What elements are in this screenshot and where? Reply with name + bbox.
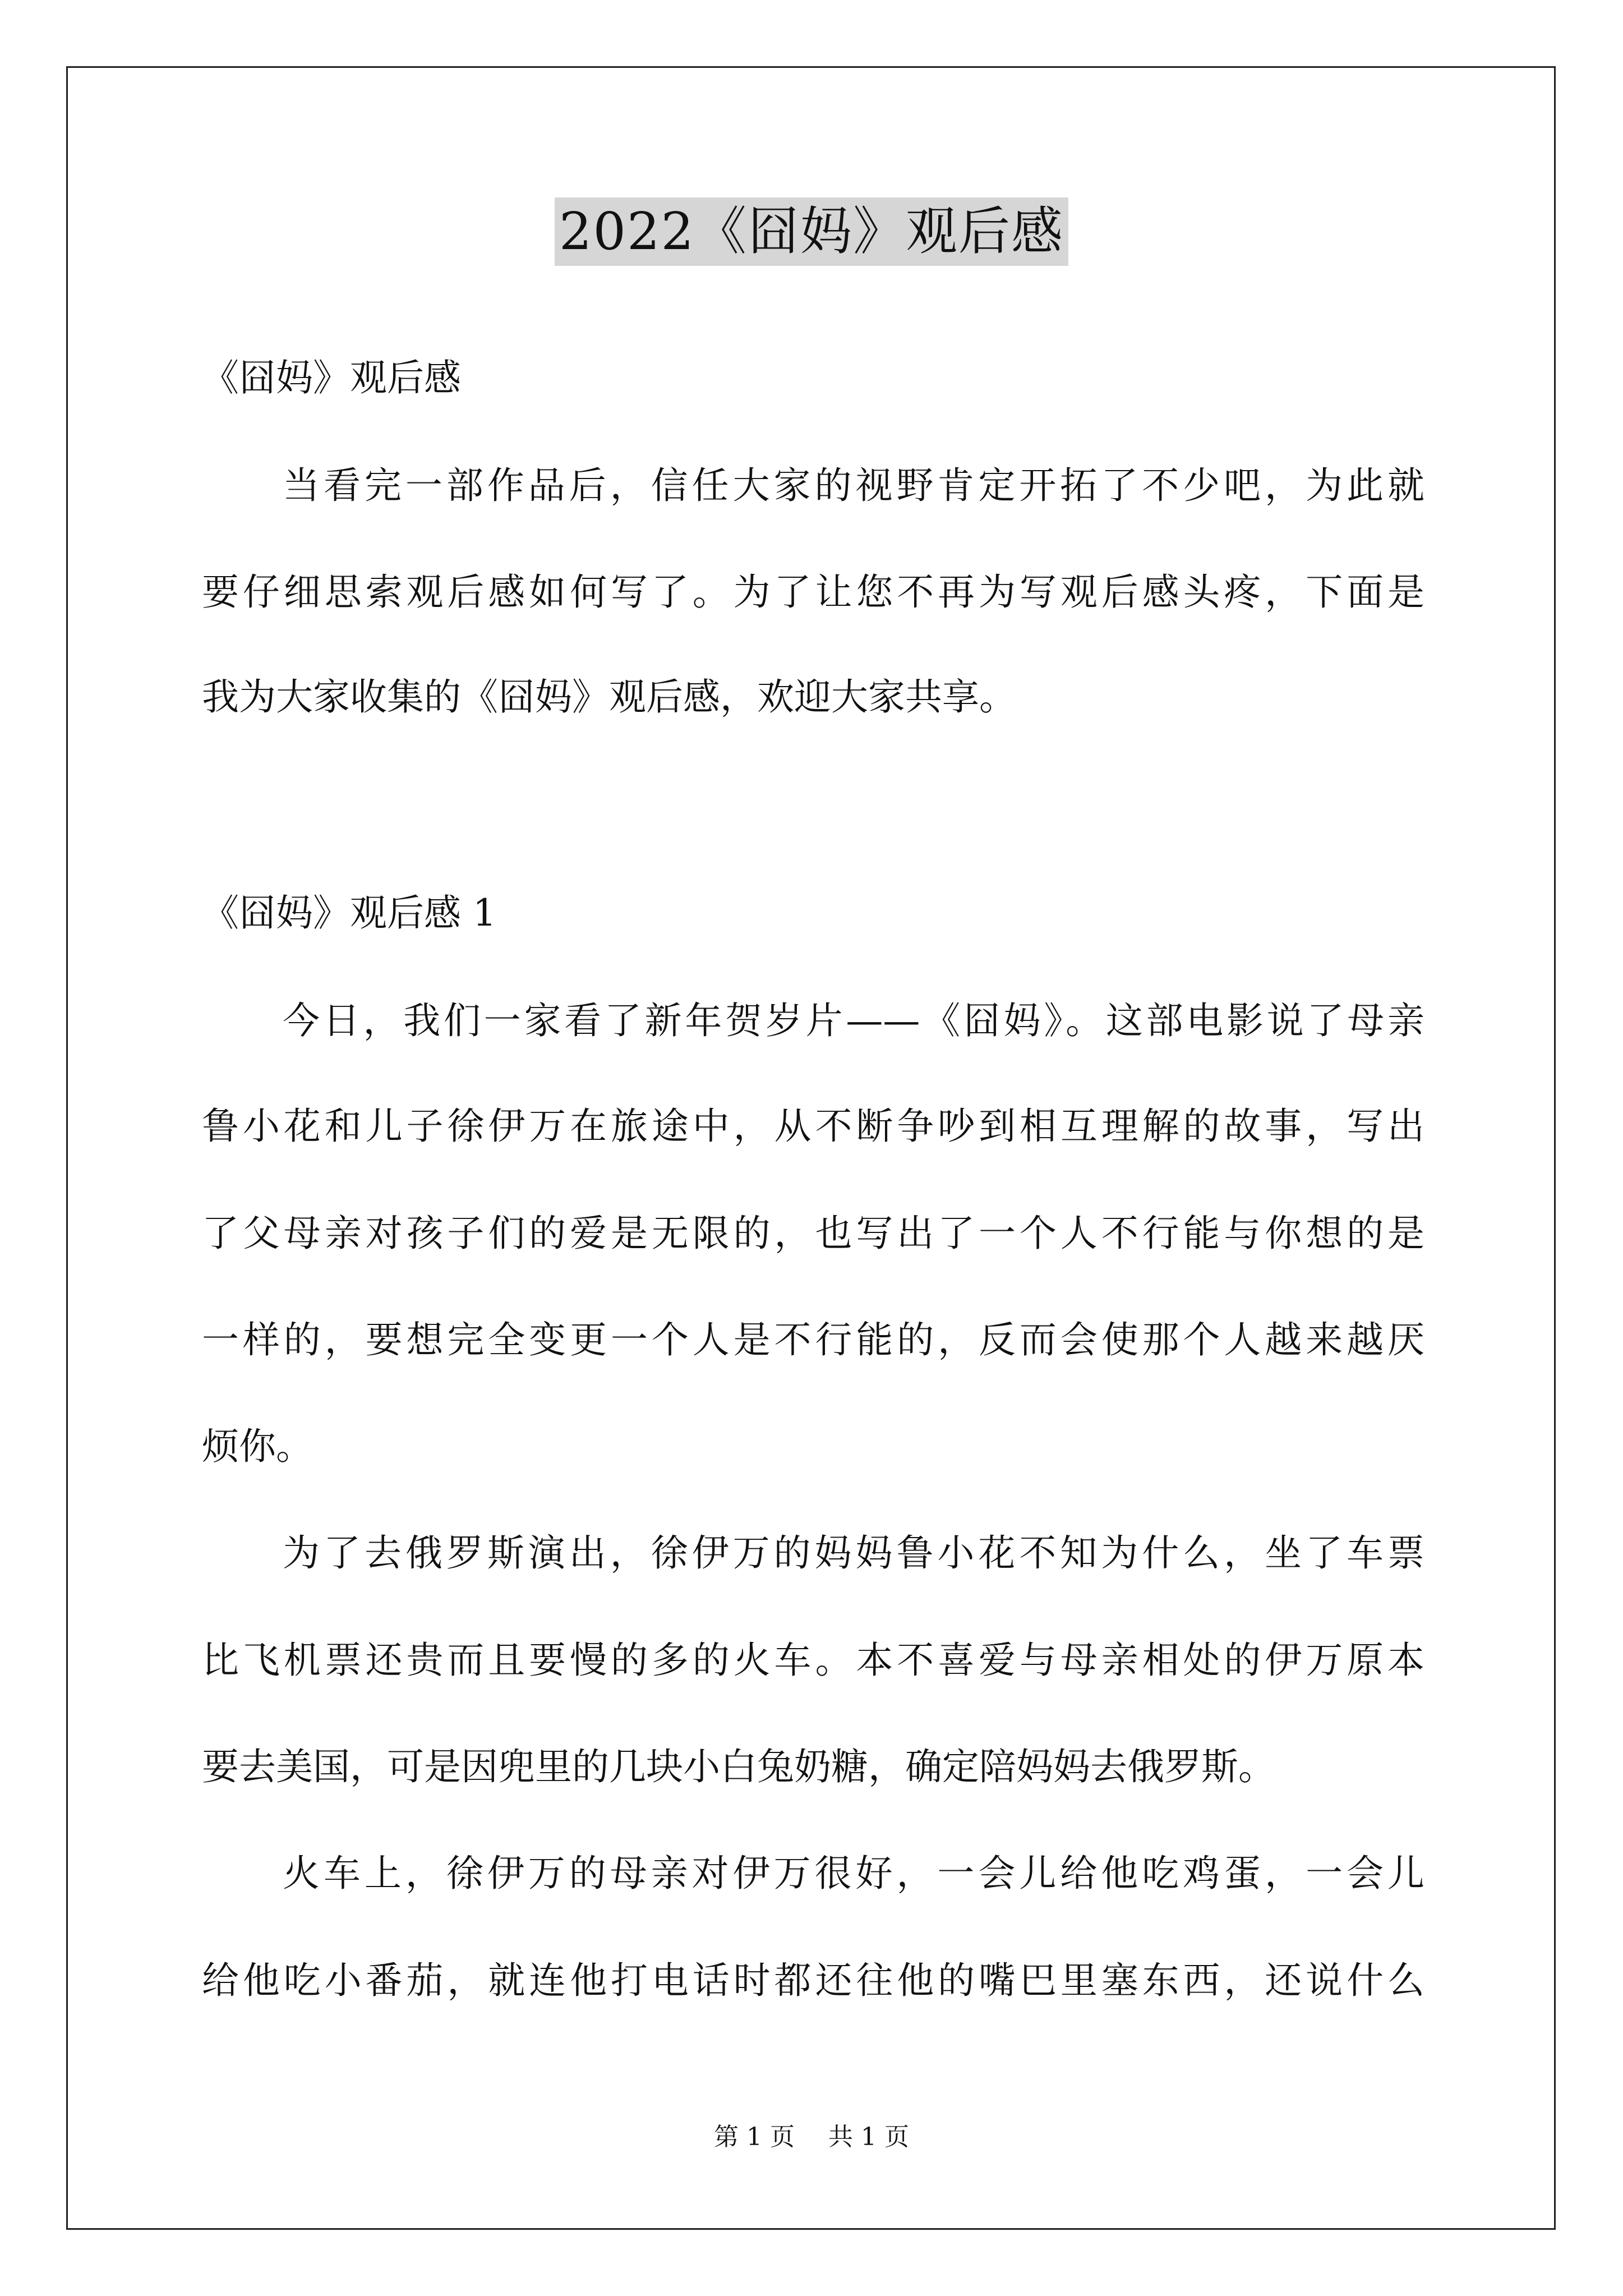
- paragraph-line: 为了去俄罗斯演出，徐伊万的妈妈鲁小花不知为什么，坐了车票: [283, 1531, 1424, 1575]
- document-title: 2022《囧妈》观后感: [555, 197, 1068, 266]
- intro-line: 我为大家收集的《囧妈》观后感，欢迎大家共享。: [202, 675, 1016, 719]
- intro-line: 要仔细思索观后感如何写了。为了让您不再为写观后感头疼，下面是: [202, 570, 1424, 614]
- title-container: [0, 197, 1623, 266]
- section-heading: 《囧妈》观后感 1: [202, 891, 496, 935]
- page-footer: [0, 2120, 1623, 2154]
- paragraph-line: 烦你。: [202, 1425, 313, 1468]
- intro-line: 当看完一部作品后，信任大家的视野肯定开拓了不少吧，为此就: [283, 464, 1424, 507]
- paragraph-line: 今日，我们一家看了新年贺岁片——《囧妈》。这部电影说了母亲: [283, 999, 1424, 1042]
- paragraph-line: 鲁小花和儿子徐伊万在旅途中，从不断争吵到相互理解的故事，写出: [202, 1105, 1424, 1148]
- paragraph-line: 了父母亲对孩子们的爱是无限的，也写出了一个人不行能与你想的是: [202, 1212, 1424, 1255]
- paragraph-line: 给他吃小番茄，就连他打电话时都还往他的嘴巴里塞东西，还说什么: [202, 1959, 1424, 2002]
- subtitle: 《囧妈》观后感: [202, 356, 461, 399]
- paragraph-line: 一样的，要想完全变更一个人是不行能的，反而会使那个人越来越厌: [202, 1318, 1424, 1361]
- page-number-current: 第 1 页: [714, 2123, 795, 2151]
- paragraph-line: 比飞机票还贵而且要慢的多的火车。本不喜爱与母亲相处的伊万原本: [202, 1639, 1424, 1682]
- paragraph-line: 要去美国，可是因兜里的几块小白兔奶糖，确定陪妈妈去俄罗斯。: [202, 1745, 1275, 1788]
- page-number-total: 共 1 页: [828, 2123, 909, 2151]
- paragraph-line: 火车上，徐伊万的母亲对伊万很好，一会儿给他吃鸡蛋，一会儿: [283, 1852, 1424, 1895]
